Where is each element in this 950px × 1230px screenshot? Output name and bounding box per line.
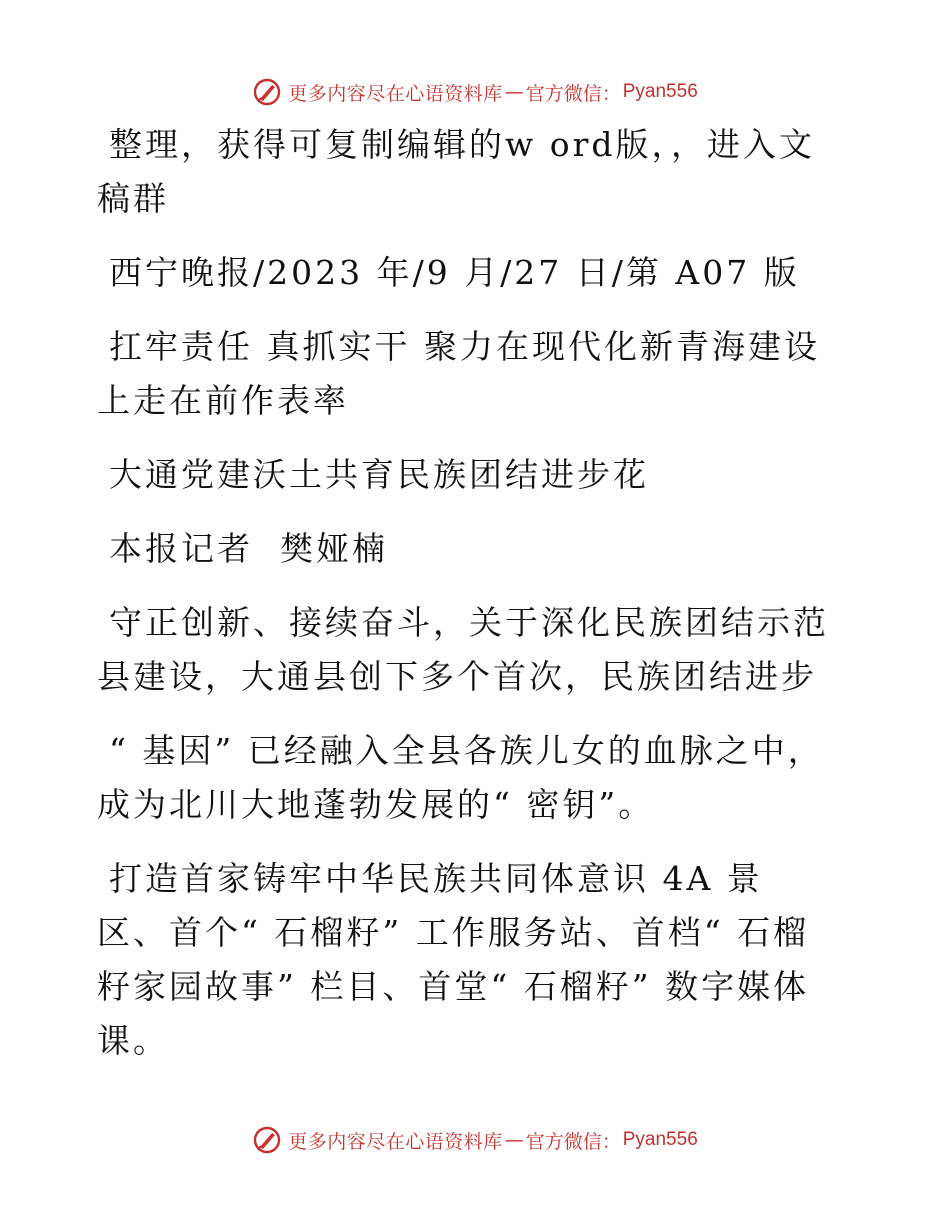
paragraph-byline (97, 522, 832, 576)
watermark-label: 官方微信： (525, 1130, 621, 1153)
paragraph-text: 大通党建沃土共育民族团结进步花 (109, 455, 649, 494)
watermark-wechat-id: Pyan556 (622, 1129, 698, 1150)
paragraph-text: 打造首家铸牢中华民族共同体意识 4A 景区、首个“ 石榴籽” 工作服务站、首档“ 石榴籽家园故事” 栏目、首堂“ 石榴籽” 数字媒体课。 (97, 859, 810, 1060)
paragraph-intro (97, 118, 832, 226)
quill-logo-icon (252, 77, 282, 107)
paragraph-text: 扛牢责任 真抓实干 聚力在现代化新青海建设上走在前作表率 (97, 327, 820, 420)
paragraph-text: 守正创新、接续奋斗，关于深化民族团结示范县建设，大通县创下多个首次，民族团结进步 (97, 603, 829, 696)
watermark-wechat-id: Pyan556 (622, 81, 698, 102)
header-watermark (0, 72, 950, 112)
watermark-dash: — (504, 81, 524, 103)
paragraph-headline (97, 320, 832, 428)
paragraph-text: 西宁晚报/2023 年/9 月/27 日/第 A07 版 (109, 253, 800, 292)
paragraph-source (97, 246, 832, 300)
paragraph-text: “ 基因” 已经融入全县各族儿女的血脉之中，成为北川大地蓬勃发展的“ 密钥”。 (97, 731, 824, 824)
paragraph-text: 本报记者 樊娅楠 (109, 529, 388, 568)
document-body (97, 118, 832, 1088)
watermark-text: 更多内容尽在心语资料库 (288, 1130, 503, 1153)
paragraph-text: 整理，获得可复制编辑的w ord版，，进入文稿群 (97, 125, 816, 218)
watermark-text: 更多内容尽在心语资料库 (288, 82, 503, 105)
paragraph-body-2 (97, 724, 832, 832)
paragraph-body-3 (97, 852, 832, 1068)
paragraph-subheadline (97, 448, 832, 502)
paragraph-body-1 (97, 596, 832, 704)
footer-watermark (0, 1120, 950, 1160)
quill-logo-icon (252, 1125, 282, 1155)
watermark-dash: — (504, 1129, 524, 1151)
watermark-label: 官方微信： (525, 82, 621, 105)
